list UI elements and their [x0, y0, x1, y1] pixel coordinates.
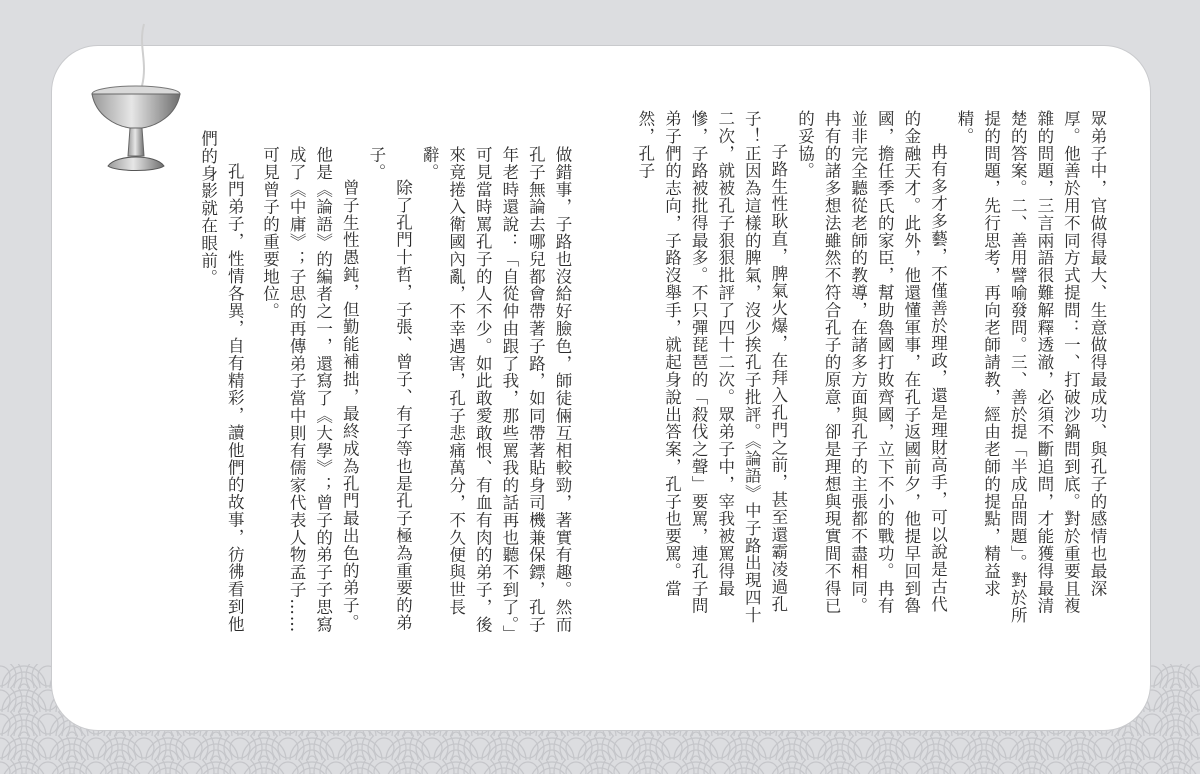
closing-text: 孔門弟子，性情各異，自有精彩，讀他們的故事，彷彿看到他們的身影就在眼前。: [198, 130, 245, 633]
paragraph: 做錯事，子路也沒給好臉色，師徒倆互相較勁，著實有趣。然而孔子無論去哪兒都會帶著子路，如同帶著貼身司機兼保鏢，孔子年老時還說：「自從仲由跟了我，那些罵我的話再也聽不到了。」可見當時罵孔子的人不少。如此敢愛敢恨、有血有肉的弟子，後來竟捲入衛國內亂，不幸遇害，孔子悲痛萬分，不久便與世長辭。: [420, 146, 572, 635]
paragraph: 子路生性耿直，脾氣火爆，在拜入孔門之前，甚至還霸凌過孔子！正因為這樣的脾氣，沒少挨孔子批評。《論語》中子路出現四十二次，就被孔子狠狠批評了四十二次。眾弟子中，宰我被罵得最慘，子路被批得最多。不只彈琵琶的「殺伐之聲」要罵，連孔子問弟子們的志向，子路沒舉手，就起身說出答案，孔子也要罵。當然，孔子: [635, 110, 788, 624]
paragraph: 冉有多才多藝，不僅善於理政，還是理財高手，可以說是古代的金融天才。此外，他還懂軍事，在孔子返國前夕，他提早回到魯國，擔任季氏的家臣，幫助魯國打敗齊國，立下不小的戰功。冉有並非完全聽從老師的教導，在諸多方面與孔子的主張都不盡相同。冉有的諸多想法雖然不符合孔子的原意，卻是理想與現實間不得已的妥協。: [795, 110, 948, 615]
paragraph: 曾子生性愚鈍，但勤能補拙，最終成為孔門最出色的弟子。他是《論語》的編者之一，還寫了《大學》；曾子的弟子子思寫成了《中庸》；子思的再傳弟子當中則有儒家代表人物孟子……可見曾子的重要地位。: [260, 146, 360, 634]
left-page-text: [256, 146, 575, 641]
book-page-spread: [52, 46, 1150, 730]
closing-paragraph: [194, 130, 247, 640]
paragraph: 除了孔門十哲，子張、曾子、有子等也是孔子極為重要的弟子。: [366, 146, 413, 632]
paragraph: 眾弟子中，官做得最大、生意做得最成功、與孔子的感情也最深厚。他善於用不同方式提問：一、打破沙鍋問到底。對於重要且複雜的問題，三言兩語很難解釋透澈，必須不斷追問，才能獲得最清楚的答案。二、善用譬喻發問。三、善於提「半成品問題」。對於所提的問題，先行思考，再向老師請教，經由老師的提點，精益求精。: [955, 110, 1107, 624]
right-page-text: [631, 110, 1110, 630]
oil-lamp-cup-icon: [86, 16, 186, 196]
